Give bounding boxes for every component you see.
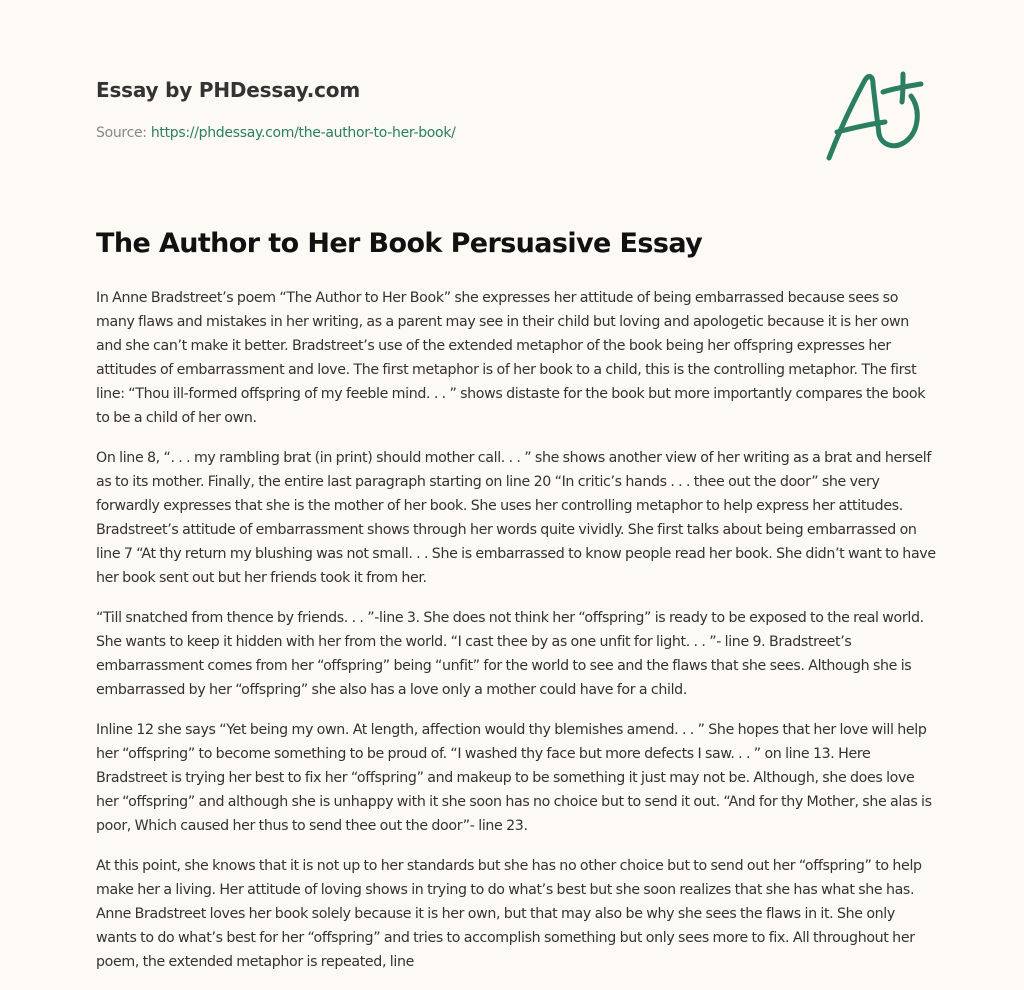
site-title: Essay by PHDessay.com [96, 78, 360, 102]
essay-paragraph: Inline 12 she says “Yet being my own. At length, affection would thy blemishes amend. . . ” She hopes that her love will help her “offspring” to become something to be proud of. “I washed thy face but more defects I saw. . . ” on line 13. Here Bradstreet is trying her best to fix her “offspring” and makeup to be something it just may not be. Although, she does love her “offspring” and although she is unhappy with it she soon has no choice but to send it out. “And for thy Mother, she alas is poor, Which caused her thus to send thee out the door”- line 23. [96, 722, 932, 834]
source-label: Source: [96, 125, 151, 141]
source-line [96, 123, 456, 143]
essay-paragraph: “Till snatched from thence by friends. . . ”-line 3. She does not think her “offspring” is ready to be exposed to the real world. She wants to keep it hidden with her from the world. “I cast thee by as one unfit for light. . . ”- line 9. Bradstreet’s embarrassment comes from her “offspring” being “unfit” for the world to see and the flaws that she sees. Although she is embarrassed by her “offspring” she also has a love only a mother could have for a child. [96, 610, 924, 698]
essay-page [96, 0, 936, 970]
essay-paragraph: In Anne Bradstreet’s poem “The Author to Her Book” she expresses her attitude of being embarrassed because sees so many flaws and mistakes in her writing, as a parent may see in their child but loving and apologetic because it is her own and she can’t make it better. Bradstreet’s use of the extended metaphor of the book being her offspring expresses her attitudes of embarrassment and love. The first metaphor is of her book to a child, this is the controlling metaphor. The first line: “Thou ill-formed offspring of my feeble mind. . . ” shows distaste for the book but more importantly compares the book to be a child of her own. [96, 290, 926, 426]
essay-paragraph: At this point, she knows that it is not up to her standards but she has no other choice but to send out her “offspring” to help make her a living. Her attitude of loving shows in trying to do what’s best but she soon realizes that she has what she has. Anne Bradstreet loves her book solely because it is her own, but that may also be why she sees the flaws in it. She only wants to do what’s best for her “offspring” and tries to accomplish something but only sees more to fix. All throughout her poem, the extended metaphor is repeated, line [96, 858, 922, 970]
essay-paragraph: On line 8, “. . . my rambling brat (in print) should mother call. . . ” she shows another view of her writing as a brat and herself as to its mother. Finally, the entire last paragraph starting on line 20 “In critic’s hands . . . thee out the door” she very forwardly expresses that she is the mother of her book. She uses her controlling metaphor to help express her attitudes. Bradstreet’s attitude of embarrassment shows through her words quite vividly. She first talks about being embarrassed on line 7 “At thy return my blushing was not small. . . She is embarrassed to know people read her book. She didn’t want to have her book sent out but her friends took it from her. [96, 450, 936, 586]
essay-body [96, 286, 936, 990]
page-header [96, 0, 928, 259]
source-link[interactable]: https://phdessay.com/the-author-to-her-book/ [150, 125, 456, 141]
a-plus-grade-icon [825, 66, 925, 166]
essay-title: The Author to Her Book Persuasive Essay [96, 228, 703, 259]
